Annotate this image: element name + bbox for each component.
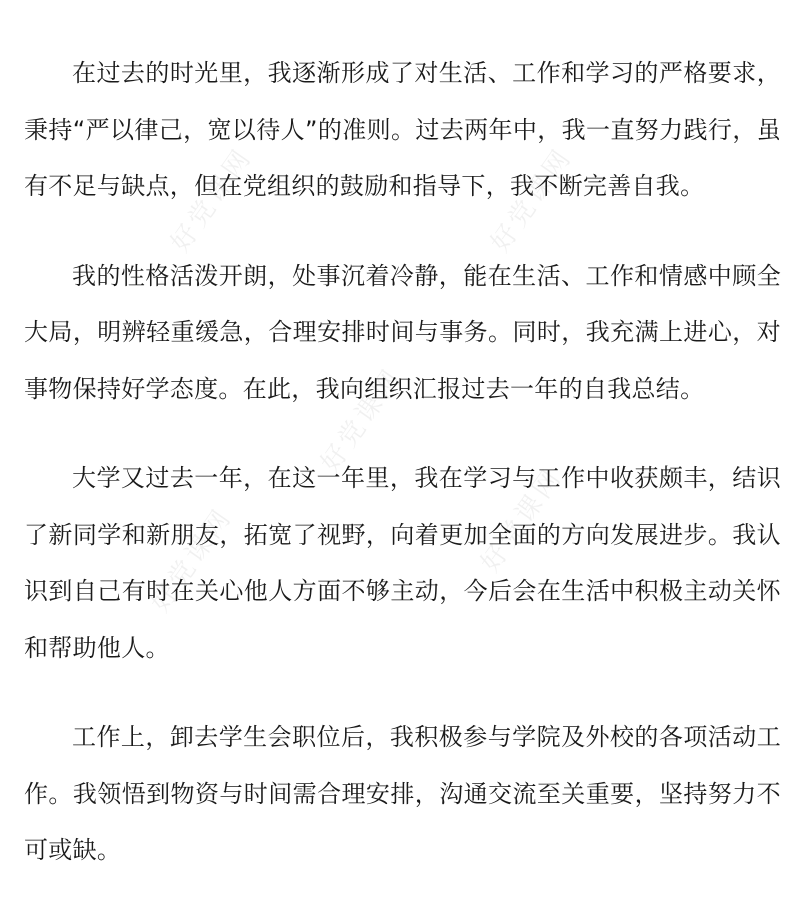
paragraph: 在过去的时光里，我逐渐形成了对生活、工作和学习的严格要求，秉持“严以律己，宽以待人”的准则。过去两年中，我一直努力践行，虽有不足与缺点，但在党组织的鼓励和指导下，我不断完善自我。 xyxy=(24,59,781,200)
document-body xyxy=(24,45,781,912)
paragraph: 工作上，卸去学生会职位后，我积极参与学院及外校的各项活动工作。我领悟到物资与时间需合理安排，沟通交流至关重要，坚持努力不可或缺。 xyxy=(24,723,781,864)
paragraph: 大学又过去一年，在这一年里，我在学习与工作中收获颇丰，结识了新同学和新朋友，拓宽了视野，向着更加全面的方向发展进步。我认识到自己有时在关心他人方面不够主动，今后会在生活中积极主动关怀和帮助他人。 xyxy=(24,464,781,662)
paragraph: 我的性格活泼开朗，处事沉着冷静，能在生活、工作和情感中顾全大局，明辨轻重缓急，合理安排时间与事务。同时，我充满上进心，对事物保持好学态度。在此，我向组织汇报过去一年的自我总结。 xyxy=(24,261,781,403)
watermark: 好党课网 xyxy=(475,462,569,578)
watermark: 好党课网 xyxy=(485,142,579,258)
watermark: 好党课网 xyxy=(315,362,409,478)
watermark: 好党课网 xyxy=(165,142,259,258)
watermark: 好党课网 xyxy=(145,502,239,618)
